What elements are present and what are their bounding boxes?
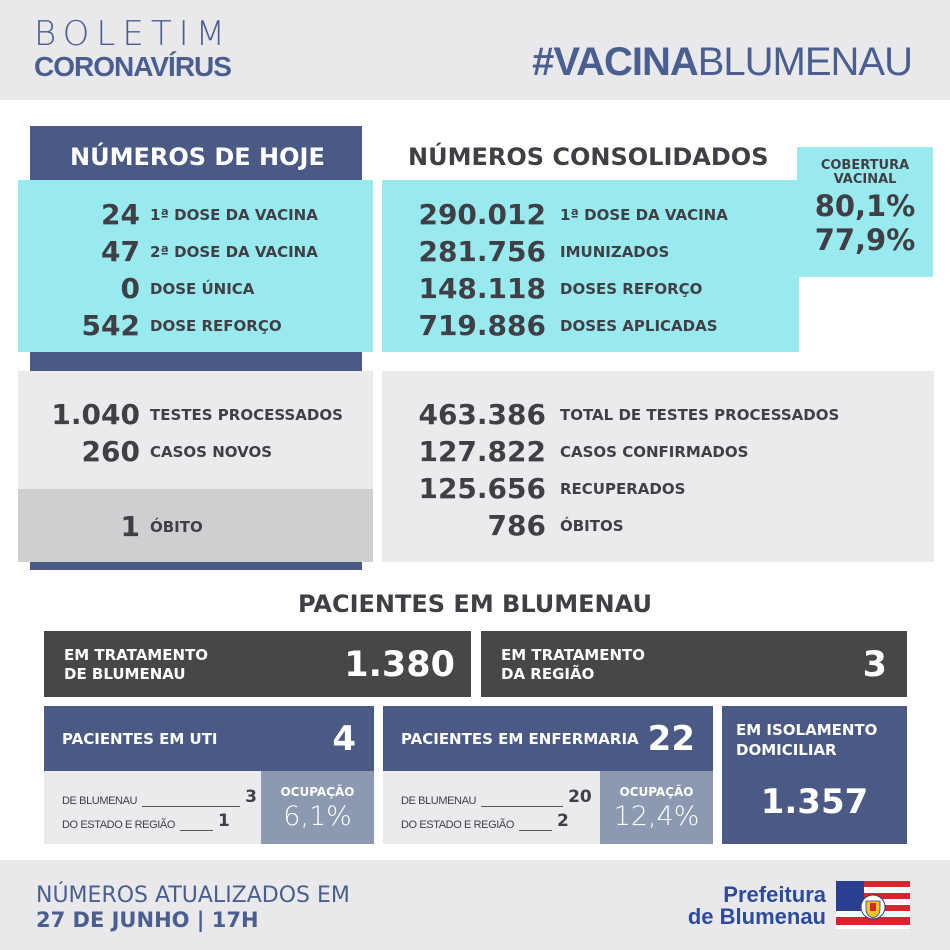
ward-occupancy-value: 12,4% bbox=[613, 801, 700, 832]
home-isolation-label-2: DOMICILIAR bbox=[736, 741, 837, 759]
today-title: NÚMEROS DE HOJE bbox=[70, 143, 325, 171]
consolidated-vaccine-row bbox=[386, 270, 728, 307]
consolidated-tests-row bbox=[386, 470, 839, 507]
consolidated-tests-label: TOTAL DE TESTES PROCESSADOS bbox=[560, 405, 840, 424]
consolidated-tests-label: ÓBITOS bbox=[560, 516, 624, 535]
today-vaccine-value: 542 bbox=[81, 308, 140, 342]
today-vaccine-label: 2ª DOSE DA VACINA bbox=[150, 242, 318, 261]
leader-line bbox=[142, 798, 240, 807]
ward-label: PACIENTES EM ENFERMARIA bbox=[401, 730, 639, 748]
icu-from-blumenau bbox=[62, 787, 257, 807]
consolidated-vaccine-label: DOSES REFORÇO bbox=[560, 279, 703, 298]
consolidated-vaccine-row bbox=[386, 196, 728, 233]
hashtag bbox=[532, 40, 912, 84]
footer-bar bbox=[0, 860, 950, 950]
today-tests-row bbox=[20, 433, 343, 470]
today-tests-label: TESTES PROCESSADOS bbox=[150, 405, 343, 424]
consolidated-title: NÚMEROS CONSOLIDADOS bbox=[408, 143, 769, 171]
treatment-region-value: 3 bbox=[862, 645, 887, 685]
today-vaccine-row bbox=[20, 270, 318, 307]
icu-header bbox=[44, 706, 374, 771]
icu-from-state bbox=[62, 811, 230, 831]
today-vaccine-row bbox=[20, 196, 318, 233]
header-title-line2: CORONAVÍRUS bbox=[34, 51, 231, 82]
ward-from-state-value: 2 bbox=[557, 811, 569, 831]
icu-from-blumenau-label: DE BLUMENAU bbox=[62, 795, 138, 807]
consolidated-vaccine-label: DOSES APLICADAS bbox=[560, 316, 718, 335]
ward-occupancy-box bbox=[600, 771, 713, 844]
updated-label: NÚMEROS ATUALIZADOS EM bbox=[36, 883, 350, 908]
today-vaccine-value: 47 bbox=[101, 234, 140, 268]
home-isolation-label-1: EM ISOLAMENTO bbox=[736, 721, 878, 739]
treatment-region-box bbox=[481, 631, 907, 697]
treatment-blumenau-label-1: EM TRATAMENTO bbox=[64, 646, 209, 664]
home-isolation-value: 1.357 bbox=[760, 782, 869, 822]
updated-date: 27 DE JUNHO | 17H bbox=[36, 908, 259, 932]
icu-occupancy-box bbox=[261, 771, 374, 844]
vaccine-coverage-box bbox=[797, 147, 933, 277]
consolidated-tests-label: CASOS CONFIRMADOS bbox=[560, 442, 749, 461]
consolidated-tests-value: 786 bbox=[487, 508, 546, 542]
ward-from-blumenau-value: 20 bbox=[568, 787, 592, 807]
today-tests-label: CASOS NOVOS bbox=[150, 442, 272, 461]
icu-occupancy-value: 6,1% bbox=[283, 801, 352, 832]
icu-occupancy-label: OCUPAÇÃO bbox=[280, 785, 355, 799]
treatment-blumenau-label-2: DE BLUMENAU bbox=[64, 665, 186, 683]
consolidated-vaccine-label: 1ª DOSE DA VACINA bbox=[560, 205, 728, 224]
consolidated-vaccine-row bbox=[386, 307, 728, 344]
ward-from-state-label: DO ESTADO E REGIÃO bbox=[401, 819, 515, 831]
ward-header bbox=[383, 706, 713, 771]
leader-line bbox=[519, 822, 552, 831]
coverage-title-line2: VACINAL bbox=[833, 172, 897, 187]
consolidated-vaccine-value: 719.886 bbox=[418, 308, 546, 342]
ward-detail-box bbox=[383, 771, 600, 844]
treatment-blumenau-value: 1.380 bbox=[344, 645, 455, 685]
logo-line-1: Prefeitura bbox=[723, 882, 826, 907]
consolidated-tests-list bbox=[386, 396, 839, 544]
ward-value: 22 bbox=[647, 719, 695, 759]
prefeitura-logo-text bbox=[688, 884, 826, 928]
today-deaths-row bbox=[20, 508, 203, 545]
patients-title: PACIENTES EM BLUMENAU bbox=[298, 590, 652, 618]
consolidated-tests-value: 463.386 bbox=[418, 397, 546, 431]
coverage-title-line1: COBERTURA bbox=[820, 158, 910, 173]
today-tests-list bbox=[20, 396, 343, 470]
ward-occupancy-label: OCUPAÇÃO bbox=[619, 785, 694, 799]
ward-from-state bbox=[401, 811, 569, 831]
consolidated-tests-row bbox=[386, 507, 839, 544]
consolidated-vaccine-value: 148.118 bbox=[418, 271, 546, 305]
icu-from-state-label: DO ESTADO E REGIÃO bbox=[62, 819, 176, 831]
today-vaccine-row bbox=[20, 233, 318, 270]
coverage-value-1: 80,1% bbox=[814, 189, 916, 223]
treatment-region-label-1: EM TRATAMENTO bbox=[501, 646, 646, 664]
icu-label: PACIENTES EM UTI bbox=[62, 730, 218, 748]
today-tests-value: 260 bbox=[81, 434, 140, 468]
consolidated-tests-row bbox=[386, 433, 839, 470]
today-vaccine-list bbox=[20, 196, 318, 344]
today-vaccine-label: DOSE REFORÇO bbox=[150, 316, 282, 335]
consolidated-vaccine-label: IMUNIZADOS bbox=[560, 242, 670, 261]
icu-value: 4 bbox=[332, 719, 356, 759]
today-deaths-label: ÓBITO bbox=[150, 517, 203, 536]
today-vaccine-value: 24 bbox=[101, 197, 140, 231]
today-tests-value: 1.040 bbox=[51, 397, 140, 431]
coverage-value-2: 77,9% bbox=[814, 223, 916, 257]
consolidated-vaccine-value: 281.756 bbox=[418, 234, 546, 268]
treatment-blumenau-box bbox=[44, 631, 471, 697]
consolidated-vaccine-list bbox=[386, 196, 728, 344]
today-vaccine-row bbox=[20, 307, 318, 344]
ward-from-blumenau-label: DE BLUMENAU bbox=[401, 795, 477, 807]
today-deaths-content bbox=[20, 508, 203, 545]
ward-from-blumenau bbox=[401, 787, 592, 807]
hashtag-bold: #VACINA bbox=[532, 40, 698, 84]
consolidated-tests-row bbox=[386, 396, 839, 433]
consolidated-tests-value: 125.656 bbox=[418, 471, 546, 505]
consolidated-tests-value: 127.822 bbox=[418, 434, 546, 468]
icu-from-state-value: 1 bbox=[218, 811, 230, 831]
consolidated-tests-label: RECUPERADOS bbox=[560, 479, 686, 498]
today-vaccine-label: 1ª DOSE DA VACINA bbox=[150, 205, 318, 224]
header-title-line1: BOLETIM bbox=[34, 14, 232, 54]
today-vaccine-value: 0 bbox=[120, 271, 140, 305]
today-tests-row bbox=[20, 396, 343, 433]
icu-detail-box bbox=[44, 771, 261, 844]
hashtag-light: BLUMENAU bbox=[697, 40, 912, 84]
today-vaccine-label: DOSE ÚNICA bbox=[150, 279, 255, 298]
treatment-region-label-2: DA REGIÃO bbox=[501, 665, 595, 683]
home-isolation-box bbox=[722, 706, 907, 844]
icu-from-blumenau-value: 3 bbox=[245, 787, 257, 807]
consolidated-vaccine-row bbox=[386, 233, 728, 270]
leader-line bbox=[180, 822, 213, 831]
leader-line bbox=[481, 798, 563, 807]
today-deaths-value: 1 bbox=[120, 509, 140, 543]
consolidated-vaccine-value: 290.012 bbox=[418, 197, 546, 231]
header-bar bbox=[0, 0, 950, 100]
logo-line-2: de Blumenau bbox=[687, 904, 826, 929]
blumenau-flag-icon bbox=[836, 881, 910, 929]
